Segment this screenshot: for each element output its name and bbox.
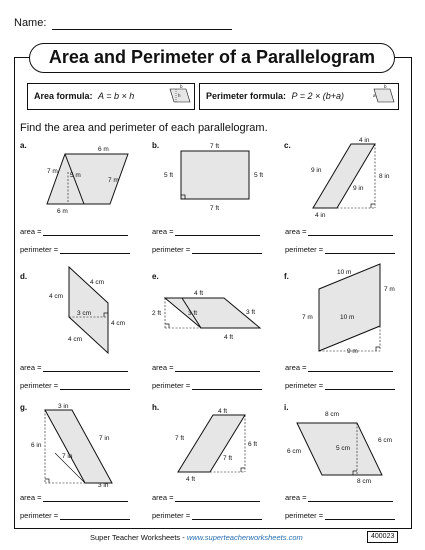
- area-label: area =: [285, 227, 307, 236]
- figure-f-dim-4: 10 m: [340, 314, 355, 321]
- figure-f-dim-1: 10 m: [337, 269, 352, 276]
- figure-g-dim-1: 3 in: [58, 403, 69, 410]
- area-label: area =: [285, 493, 307, 502]
- figure-i-dim-5: 8 cm: [357, 478, 372, 485]
- perimeter-label: perimeter =: [285, 245, 324, 254]
- figure-d-dim-5: 4 cm: [68, 336, 83, 343]
- figure-e-dim-2: 2 ft: [152, 310, 162, 317]
- answer-area-i[interactable]: [285, 493, 393, 502]
- figure-g-dim-3: 7 in: [62, 453, 73, 460]
- footer-url-link[interactable]: www.superteacherworksheets.com: [186, 533, 303, 542]
- figure-e: [152, 285, 282, 345]
- area-label: area =: [285, 363, 307, 372]
- figure-d-dim-4: 4 cm: [111, 320, 126, 327]
- answer-perimeter-b[interactable]: [152, 245, 262, 254]
- figure-a-dim-1: 6 m: [98, 146, 109, 153]
- area-blank[interactable]: [43, 371, 128, 372]
- figure-h-dim-4: 7 ft: [223, 455, 233, 462]
- figure-a-dim-4: 7 m: [108, 177, 119, 184]
- figure-b-dim-3: 5 ft: [254, 172, 264, 179]
- answer-area-g[interactable]: [20, 493, 128, 502]
- footer-credit: [90, 533, 303, 542]
- figure-g: [25, 405, 145, 490]
- answer-perimeter-a[interactable]: [20, 245, 130, 254]
- answer-area-a[interactable]: [20, 227, 128, 236]
- answer-perimeter-e[interactable]: [152, 381, 262, 390]
- problem-label-g: g.: [20, 403, 28, 412]
- svg-text:h: h: [178, 93, 181, 98]
- figure-a-dim-3: 5 m: [70, 172, 81, 179]
- figure-f: [285, 262, 410, 357]
- figure-h-dim-2: 7 ft: [175, 435, 185, 442]
- area-formula-expr: A = b × h: [98, 91, 135, 101]
- figure-e-dim-3: 3 ft: [188, 310, 198, 317]
- figure-c: [285, 137, 415, 220]
- perimeter-label: perimeter =: [20, 381, 59, 390]
- footer-brand: Super Teacher Worksheets -: [90, 533, 187, 542]
- answer-area-c[interactable]: [285, 227, 393, 236]
- perimeter-blank[interactable]: [192, 519, 262, 520]
- problem-label-e: e.: [152, 272, 159, 281]
- figure-b-dim-2: 5 ft: [164, 172, 174, 179]
- answer-area-e[interactable]: [152, 363, 260, 372]
- figure-c-dim-4: 9 in: [353, 185, 364, 192]
- figure-b-dim-4: 7 ft: [210, 205, 220, 212]
- perimeter-label: perimeter =: [20, 245, 59, 254]
- problem-label-c: c.: [284, 141, 291, 150]
- problem-label-i: i.: [284, 403, 289, 412]
- figure-d-dim-1: 4 cm: [90, 279, 105, 286]
- figure-d: [40, 265, 150, 360]
- area-label: area =: [152, 493, 174, 502]
- svg-text:b: b: [180, 84, 183, 89]
- figure-a: [22, 140, 152, 215]
- figure-h-dim-5: 4 ft: [186, 476, 196, 483]
- figure-g-dim-4: 7 in: [99, 435, 110, 442]
- figure-g-dim-2: 6 in: [31, 442, 42, 449]
- page-title: Area and Perimeter of a Parallelogram: [29, 43, 395, 73]
- figure-d-dim-2: 4 cm: [49, 293, 64, 300]
- figure-g-dim-5: 3 in: [98, 482, 109, 489]
- area-blank[interactable]: [175, 501, 260, 502]
- answer-area-d[interactable]: [20, 363, 128, 372]
- figure-f-dim-5: 9 m: [347, 348, 358, 355]
- figure-i-dim-3: 5 cm: [336, 445, 351, 452]
- perimeter-formula-expr: P = 2 × (b+a): [291, 91, 344, 101]
- answer-area-b[interactable]: [152, 227, 260, 236]
- perimeter-blank[interactable]: [60, 389, 130, 390]
- area-label: area =: [152, 363, 174, 372]
- perimeter-label: perimeter =: [20, 511, 59, 520]
- perimeter-blank[interactable]: [192, 253, 262, 254]
- area-blank[interactable]: [175, 235, 260, 236]
- area-label: area =: [152, 227, 174, 236]
- problem-label-b: b.: [152, 141, 160, 150]
- svg-text:a: a: [373, 93, 376, 98]
- figure-h-dim-1: 4 ft: [218, 408, 228, 415]
- perimeter-formula-box: [199, 83, 399, 110]
- figure-e-dim-5: 4 ft: [224, 334, 234, 341]
- perimeter-blank[interactable]: [325, 389, 395, 390]
- area-label: area =: [20, 493, 42, 502]
- figure-b-dim-1: 7 ft: [210, 143, 220, 150]
- figure-f-dim-3: 7 m: [302, 314, 313, 321]
- answer-perimeter-c[interactable]: [285, 245, 395, 254]
- area-blank[interactable]: [175, 371, 260, 372]
- area-blank[interactable]: [43, 235, 128, 236]
- perimeter-blank[interactable]: [192, 389, 262, 390]
- figure-h: [150, 405, 280, 485]
- perimeter-blank[interactable]: [60, 519, 130, 520]
- answer-perimeter-g[interactable]: [20, 511, 130, 520]
- answer-area-h[interactable]: [152, 493, 260, 502]
- instructions: Find the area and perimeter of each parallelogram.: [20, 122, 268, 134]
- answer-perimeter-d[interactable]: [20, 381, 130, 390]
- area-blank[interactable]: [308, 371, 393, 372]
- figure-h-dim-3: 6 ft: [248, 441, 258, 448]
- figure-c-dim-3: 8 in: [379, 173, 390, 180]
- name-field[interactable]: [52, 29, 232, 30]
- figure-c-dim-2: 9 in: [311, 167, 322, 174]
- problem-label-f: f.: [284, 272, 289, 281]
- figure-a-dim-2: 7 m: [47, 168, 58, 175]
- figure-i-dim-4: 6 cm: [378, 437, 393, 444]
- figure-e-dim-4: 3 ft: [246, 309, 256, 316]
- figure-b: [152, 140, 282, 215]
- name-label: Name:: [14, 17, 47, 29]
- area-label: area =: [20, 363, 42, 372]
- figure-i-dim-1: 8 cm: [325, 411, 340, 418]
- worksheet-code: 400023: [367, 531, 398, 543]
- figure-c-dim-5: 4 in: [315, 212, 326, 219]
- area-blank[interactable]: [43, 501, 128, 502]
- perimeter-label: perimeter =: [152, 381, 191, 390]
- perimeter-label: perimeter =: [152, 245, 191, 254]
- perimeter-blank[interactable]: [325, 519, 395, 520]
- perimeter-blank[interactable]: [60, 253, 130, 254]
- problem-label-a: a.: [20, 141, 27, 150]
- area-blank[interactable]: [308, 235, 393, 236]
- perimeter-label: perimeter =: [152, 511, 191, 520]
- area-formula-label: Area formula:: [34, 91, 93, 101]
- perimeter-blank[interactable]: [325, 253, 395, 254]
- figure-a-dim-5: 6 m: [57, 208, 68, 215]
- perimeter-formula-label: Perimeter formula:: [206, 91, 287, 101]
- figure-i: [285, 405, 415, 490]
- figure-e-dim-1: 4 ft: [194, 290, 204, 297]
- perimeter-formula-icon: [372, 85, 396, 105]
- area-formula-icon: [168, 85, 192, 105]
- answer-perimeter-f[interactable]: [285, 381, 395, 390]
- svg-text:b: b: [384, 84, 387, 89]
- figure-d-dim-3: 3 cm: [77, 310, 92, 317]
- perimeter-label: perimeter =: [285, 511, 324, 520]
- area-blank[interactable]: [308, 501, 393, 502]
- figure-i-dim-2: 6 cm: [287, 448, 302, 455]
- problem-label-d: d.: [20, 272, 28, 281]
- problem-label-h: h.: [152, 403, 160, 412]
- area-label: area =: [20, 227, 42, 236]
- answer-area-f[interactable]: [285, 363, 393, 372]
- figure-c-dim-1: 4 in: [359, 137, 370, 144]
- figure-f-dim-2: 7 m: [384, 286, 395, 293]
- answer-perimeter-h[interactable]: [152, 511, 262, 520]
- answer-perimeter-i[interactable]: [285, 511, 395, 520]
- perimeter-label: perimeter =: [285, 381, 324, 390]
